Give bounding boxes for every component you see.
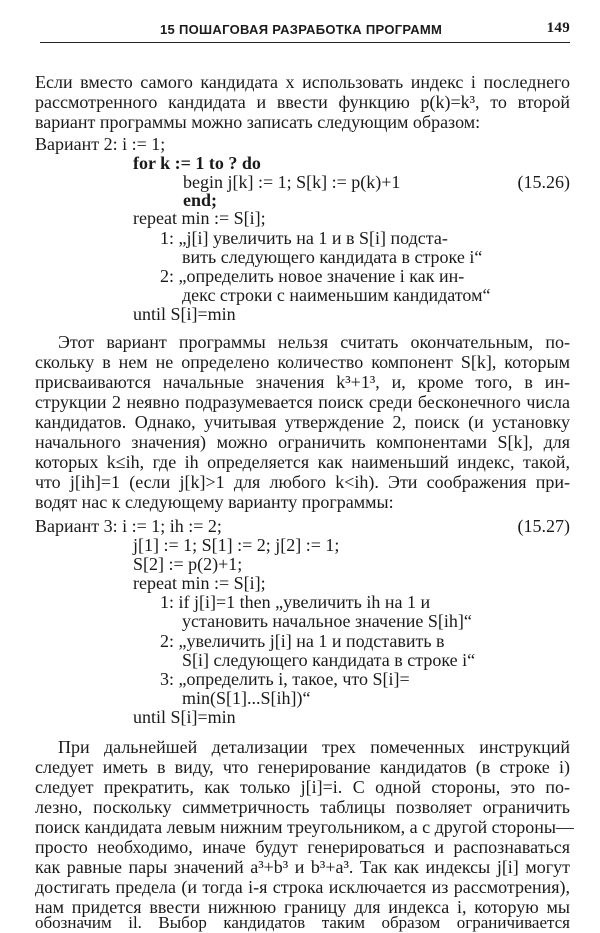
page-number: 149: [546, 20, 570, 36]
code-line: 1: „j[i] увеличить на 1 и в S[i] подста-: [160, 228, 448, 248]
code-line: until S[i]=min: [133, 304, 236, 324]
text-line: нам придется ввести нижнюю границу для индекса i, которую мы: [35, 897, 570, 917]
text-line: рассмотренного кандидата и ввести функцию p(k)=k³, то второй: [35, 92, 570, 112]
code-line: begin j[k] := 1; S[k] := p(k)+1: [183, 172, 401, 192]
text-line: вариант программы можно записать следующим образом:: [35, 112, 481, 132]
text-line: начального значения) можно ограничить компонентами S[k], для: [35, 432, 570, 452]
code-line: end;: [183, 190, 218, 210]
chapter-title: 15 ПОШАГОВАЯ РАЗРАБОТКА ПРОГРАММ: [160, 22, 443, 37]
text-line: лезно, поскольку симметричность таблицы позволяет ограничить: [35, 797, 570, 817]
text-line: присваиваются начальные значения k³+1³, и, кроме того, в ин-: [35, 372, 570, 392]
text-line: которых k≤ih, где ih определяется как наименьший индекс, такой,: [35, 452, 570, 472]
code-line: repeat min := S[i];: [133, 573, 266, 593]
code-line: установить начальное значение S[ih]“: [182, 611, 472, 631]
text-line: скольку в нем не определено количество компонент S[k], которым: [35, 352, 570, 372]
code-line: 1: if j[i]=1 then „увеличить ih на 1 и: [160, 592, 431, 612]
code-line: Вариант 3: i := 1; ih := 2;: [35, 516, 222, 536]
code-line: for k := 1 to ? do: [133, 153, 261, 173]
code-line: 3: „определить i, такое, что S[i]=: [160, 669, 410, 689]
text-line: что j[ih]=1 (если j[k]>1 для любого k<ih). Эти соображения при-: [35, 472, 570, 492]
code-line: until S[i]=min: [133, 707, 236, 727]
equation-number: (15.27): [517, 516, 570, 536]
text-line: При дальнейшей детализации трех помеченных инструкций: [58, 737, 570, 757]
code-line: 2: „определить новое значение i как ин-: [160, 266, 465, 286]
text-line: просто необходимо, иначе будут генерироваться и распознаваться: [35, 837, 570, 857]
text-line: достигать предела (и тогда i-я строка исключается из рассмотрения),: [35, 877, 570, 897]
code-line: j[1] := 1; S[1] := 2; j[2] := 1;: [133, 535, 340, 555]
code-line: S[i] следующего кандидата в строке i“: [182, 650, 476, 670]
text-line: кандидатов. Однако, учитывая утверждение 2, поиск (и установку: [35, 412, 570, 432]
text-line: Если вместо самого кандидата x использовать индекс i последнего: [35, 72, 570, 92]
text-line: следует прекратить, как только j[i]=i. С одной стороны, это по-: [35, 777, 570, 797]
text-line: струкции 2 неявно подразумевается поиск среди бесконечного числа: [35, 392, 570, 412]
text-line: Этот вариант программы нельзя считать окончательным, по-: [58, 332, 570, 352]
text-line: обозначим il. Выбор кандидатов таким образом ограничивается: [35, 913, 570, 932]
code-line: Вариант 2: i := 1;: [35, 134, 166, 154]
text-line: водят нас к следующему варианту программы:: [35, 492, 394, 512]
code-line: S[2] := p(2)+1;: [133, 554, 243, 574]
code-line: вить следующего кандидата в строке i“: [182, 247, 483, 267]
code-line: repeat min := S[i];: [133, 208, 266, 228]
equation-number: (15.26): [517, 172, 570, 192]
text-line: следует иметь в виду, что генерирование кандидатов (в строке i): [35, 757, 570, 777]
running-header: [40, 18, 570, 43]
code-line: 2: „увеличить j[i] на 1 и подставить в: [160, 631, 445, 651]
text-line: как равные пары значений a³+b³ и b³+a³. Так как индексы j[i] могут: [35, 857, 570, 877]
code-line: min(S[1]...S[ih])“: [182, 688, 311, 708]
text-line: поиск кандидата левым нижним треугольником, а с другой стороны—: [35, 817, 574, 837]
code-line: декс строки с наименьшим кандидатом“: [182, 285, 491, 305]
